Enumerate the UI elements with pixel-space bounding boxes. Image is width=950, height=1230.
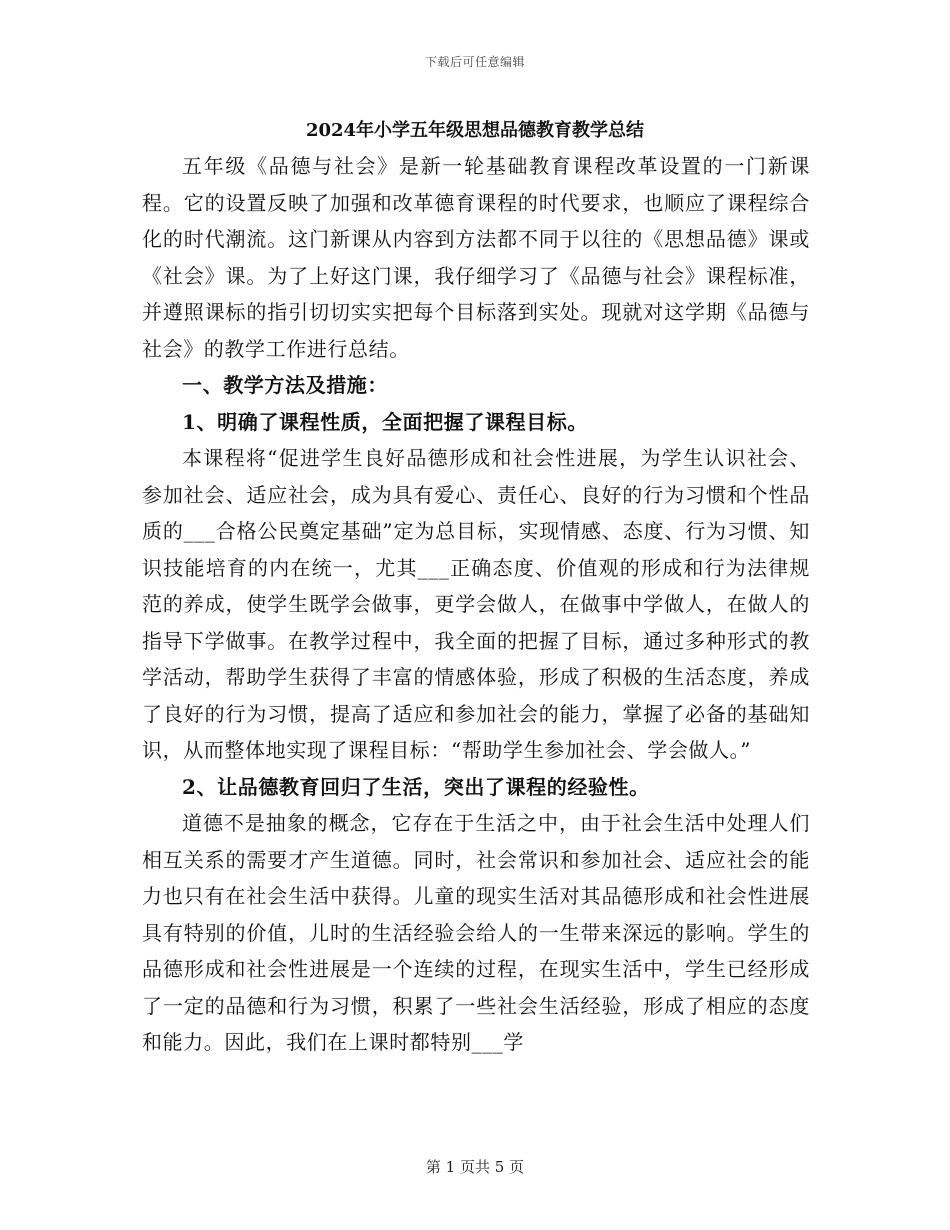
- subsection-heading-1: 1、明确了课程性质，全面把握了课程目标。: [182, 409, 588, 434]
- document-title: 2024年小学五年级思想品德教育教学总结: [305, 120, 645, 141]
- page-footer: 第 1 页共 5 页: [425, 1158, 525, 1176]
- section-heading: 一、教学方法及措施：: [182, 373, 388, 397]
- document-body: [142, 148, 810, 1061]
- page-header: 下载后可任意编辑: [424, 55, 525, 69]
- subsection-2-paragraph: 道德不是抽象的概念，它存在于生活之中，由于社会生活中处理人们相互关系的需要才产生道德。同时，社会常识和参加社会、适应社会的能力也只有在社会生活中获得。儿童的现实生活对其品德形成和社会性进展具有特别的价值，儿时的生活经验会给人的一生带来深远的影响。学生的品德形成和社会性进展是一个连续的过程，在现实生活中，学生已经形成了一定的品德和行为习惯，积累了一些社会生活经验，形成了相应的态度和能力。因此，我们在上课时都特别___学: [142, 811, 810, 1054]
- subsection-1-paragraph: 本课程将“促进学生良好品德形成和社会性进展，为学生认识社会、参加社会、适应社会，成为具有爱心、责任心、良好的行为习惯和个性品质的___合格公民奠定基础”定为总目标，实现情感、态度、行为习惯、知识技能培育的内在统一，尤其___正确态度、价值观的形成和行为法律规范的养成，使学生既学会做事，更学会做人，在做事中学做人，在做人的指导下学做事。在教学过程中，我全面的把握了目标，通过多种形式的教学活动，帮助学生获得了丰富的情感体验，形成了积极的生活态度，养成了良好的行为习惯，提高了适应和参加社会的能力，掌握了必备的基础知识，从而整体地实现了课程目标：“帮助学生参加社会、学会做人。”: [142, 446, 810, 762]
- subsection-heading-2: 2、让品德教育回归了生活，突出了课程的经验性。: [182, 774, 650, 799]
- intro-paragraph: 五年级《品德与社会》是新一轮基础教育课程改革设置的一门新课程。它的设置反映了加强和改革德育课程的时代要求，也顺应了课程综合化的时代潮流。这门新课从内容到方法都不同于以往的《思想品德》课或《社会》课。为了上好这门课，我仔细学习了《品德与社会》课程标准，并遵照课标的指引切切实实把每个目标落到实处。现就对这学期《品德与社会》的教学工作进行总结。: [142, 154, 810, 361]
